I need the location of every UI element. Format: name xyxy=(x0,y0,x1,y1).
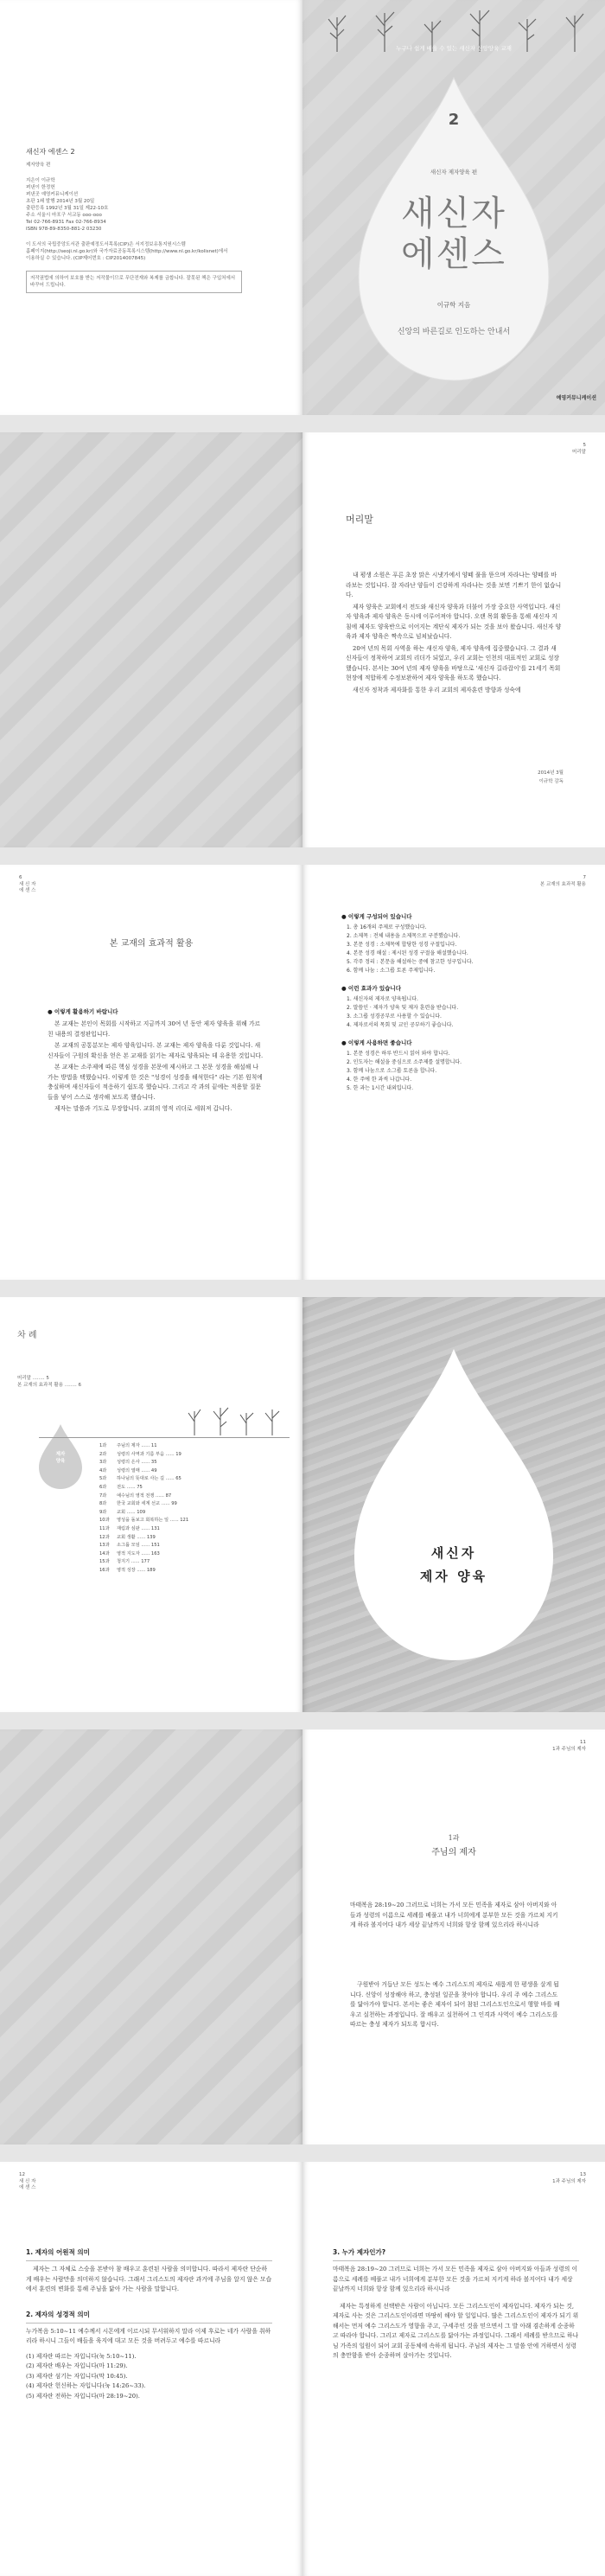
part-title-line1: 새신자 xyxy=(430,1545,477,1561)
lesson-number: 1과 xyxy=(448,1834,460,1842)
info-line: 펴낸곳 예영커뮤니케이션 xyxy=(26,192,79,197)
toc-entry-number: 6과 xyxy=(99,1484,107,1490)
preface-signature: 이규학 감독 xyxy=(538,779,564,784)
decorative-page xyxy=(0,432,302,847)
toc-part-label: 제자 양육 xyxy=(55,1452,66,1464)
book-subtitle: 제자양육 편 xyxy=(26,163,51,168)
cover-author: 이규학 지음 xyxy=(436,301,471,309)
info-line: 펴낸이 한정헌 xyxy=(26,185,55,190)
copyright-page xyxy=(0,0,302,415)
toc-entry-number: 5과 xyxy=(99,1476,107,1482)
effects-item: 1. 새신자의 제자로 양육됩니다. xyxy=(347,996,418,1002)
page-number: 13 xyxy=(580,2172,586,2177)
page-number: 7 xyxy=(583,875,586,880)
toc-entry-number: 1과 xyxy=(99,1443,107,1448)
series-tag: 새신자 제자양육 편 xyxy=(430,169,478,176)
spread-2 xyxy=(0,432,605,847)
info-line: 주소 서울시 마포구 서교동 ooo-ooo xyxy=(26,213,102,218)
toc-entry[interactable] xyxy=(99,1467,290,1476)
structure-item: 5. 각주 정리 : 본문을 해설하는 중에 참고한 성구입니다. xyxy=(347,959,474,965)
page-number: 6 xyxy=(19,875,22,880)
howto-item: 4. 한 주에 한 과씩 나갑니다. xyxy=(347,1077,412,1083)
structure-item: 1. 총 16개의 주제로 구성했습니다. xyxy=(347,924,427,930)
notice-line: 이용하실 수 있습니다. (CIP제어번호 : CIP2014007845) xyxy=(26,256,146,261)
toc-entry-number: 12과 xyxy=(99,1534,110,1540)
section-paragraph: 제자는 특정하게 선택받은 사람이 아닙니다. 모든 그리스도인이 제자입니다. 제자가 되는 것, 제자로 사는 것은 그리스도인이라면 마땅히 해야 할 일입니다. 많은 그리스도인이 제자가 되기 위해서는 먼저 예수 그리스도가 영향을 주고, 구세주인 것을 믿으면서 그 발 아래 겸손하게 순종하고 따라야 합니다. 그리고 제자로 그리스도를 닮아가는 과정입니다. 그래서 세례를 받으므로 하나님 가족의 일원이 되어 교회 공동체에 속하게 됩니다. 주님의 제자는 그 말씀 안에 거하면서 성령의 충만함을 받아 순종하며 살아가는 것입니다. xyxy=(333,2302,579,2359)
toc-entry[interactable] xyxy=(99,1475,290,1484)
howto-item: 2. 인도자는 해설을 중심으로 소주제를 설명합니다. xyxy=(347,1059,462,1065)
toc-entry-title: 성령의 은사 ...... 35 xyxy=(117,1460,157,1466)
decorative-page xyxy=(0,1729,302,2145)
list-item: (2) 제자란 배우는 자입니다(마 11:29). xyxy=(26,2362,128,2369)
running-head: 1과 주님의 제자 xyxy=(552,1747,586,1752)
copyright-box xyxy=(26,271,242,293)
structure-list xyxy=(347,924,566,975)
list-item: (1) 제자란 따르는 자입니다(눅 5:10~11). xyxy=(26,2352,137,2360)
spread-6 xyxy=(0,2162,605,2576)
part-title-page xyxy=(302,1297,605,1712)
section-heading: 2. 제자의 성경적 의미 xyxy=(26,2310,90,2318)
preface-heading: 머리말 xyxy=(346,514,373,525)
preface-paragraph: 새신자 정착과 제자화를 통한 우리 교회의 제자훈련 방향과 성숙에 xyxy=(353,686,521,694)
preface-date: 2014년 3월 xyxy=(538,770,564,776)
water-drop-icon xyxy=(302,1297,605,1712)
publication-info xyxy=(26,177,285,233)
toc-entry[interactable] xyxy=(99,1534,290,1543)
howto-subheading: ● 이렇게 사용하면 좋습니다 xyxy=(341,1039,412,1046)
toc-entry-number: 8과 xyxy=(99,1501,107,1507)
toc-entry[interactable] xyxy=(99,1459,290,1467)
info-line: 지은이 이규학 xyxy=(26,178,55,183)
toc-entry-title: 소그룹 모임 ...... 151 xyxy=(117,1543,160,1549)
info-line: 출판등록 1992년 3월 31일 제22-10호 xyxy=(26,206,109,211)
structure-item: 4. 본문 성경 해설 : 제시된 성경 구절을 해설했습니다. xyxy=(347,950,468,956)
lesson-title: 주님의 제자 xyxy=(431,1848,476,1857)
toc-entry-title: 영성을 돌보고 회복하는 일 ...... 121 xyxy=(117,1518,189,1524)
page-number: 11 xyxy=(580,1740,586,1745)
spread-5 xyxy=(0,1729,605,2145)
usage-page-right xyxy=(302,865,605,1280)
toc-entry[interactable] xyxy=(99,1442,290,1451)
publisher-logo: 예영커뮤니케이션 xyxy=(556,395,596,401)
book-title: 새신자 에센스 2 xyxy=(26,148,75,156)
running-head: 본 교재의 효과적 활용 xyxy=(539,882,586,887)
running-head: 새 신 자 에 센 스 xyxy=(19,2179,36,2190)
toc-entry-number: 3과 xyxy=(99,1460,107,1466)
toc-entry[interactable] xyxy=(99,1493,290,1501)
preface-paragraph: 내 평생 소원은 푸른 초장 맑은 시냇가에서 양떼 풀을 뜯으며 자라나는 양떼를 바라보는 것입니다. 잘 자라난 양들이 건강하게 자라나는 것을 보면 기쁘기 한이 없습니다. xyxy=(346,572,562,598)
list-item: (4) 제자란 헌신하는 자입니다(눅 14:26~33). xyxy=(26,2382,146,2389)
toc-entry-number: 7과 xyxy=(99,1493,107,1499)
toc-entry-title: 교회 ...... 109 xyxy=(117,1509,146,1515)
toc-entry-title: 예수님의 영적 전쟁 ...... 87 xyxy=(117,1493,172,1499)
toc-entry[interactable] xyxy=(99,1525,290,1534)
spread-1 xyxy=(0,0,605,415)
toc-entry[interactable] xyxy=(99,1484,290,1493)
toc-entry-title: 영적 성장 ...... 189 xyxy=(117,1567,156,1573)
page-number: 5 xyxy=(583,443,586,448)
preface-paragraph: 제자 양육은 교회에서 전도와 새신자 양육과 더불어 가장 중요한 사역입니다. 새신자 양육과 제자 양육은 동시에 이루어져야 합니다. 오랜 목회 활동을 통해 새신자 지침에 제자도 양육반으로 이어지는 계단식 제자가 되는 것을 보아 왔습니다. 새신자 양육과 제자 양육은 짝속으로 넘쳐났습니다. xyxy=(346,603,562,640)
toc-entry-title: 한국 교회와 세계 선교 ...... 99 xyxy=(117,1501,177,1507)
howto-item: 3. 함께 나눔으로 소그룹 토론을 합니다. xyxy=(347,1068,437,1074)
toc-entry-number: 2과 xyxy=(99,1451,107,1457)
effects-item: 3. 소그룹 성경공부로 사용할 수 있습니다. xyxy=(347,1013,442,1020)
disciple-meaning-list xyxy=(26,2352,272,2402)
preface-page xyxy=(302,432,605,847)
cover-title-line2: 에센스 xyxy=(401,234,506,274)
section-paragraph: 제자는 그 자체로 스승을 본받아 참 배우고 훈련된 사람을 의미합니다. 따라서 제자란 단순하게 배우는 사람만을 의미하지 않습니다. 그래서 그리스도의 제자란 과거에 주님을 알지 않은 모습에서 훈련의 변화를 통해 주님을 닮아 가는 사람을 말합니다. xyxy=(26,2266,272,2292)
usage-heading: 본 교재의 효과적 활용 xyxy=(109,939,194,949)
section-rule xyxy=(26,2323,272,2324)
lesson-scripture: 마태복음 28:19~20 그러므로 너희는 가서 모든 민족을 제자로 삼아 아버지와 아들과 성령의 이름으로 세례를 베풀고 내가 너희에게 분부한 모든 것을 가르쳐 지키게 하라 볼지어다 내가 세상 끝날까지 너희와 항상 함께 있으리라 하시니라 xyxy=(350,1902,558,1928)
toc-list xyxy=(99,1442,290,1576)
toc-entry-title: 주님의 제자 ...... 11 xyxy=(117,1443,157,1448)
howto-item: 1. 본문 성경은 하루 반드시 읽어 와야 합니다. xyxy=(347,1051,450,1057)
info-line: Tel 02-766-8931 Fax 02-766-8934 xyxy=(26,220,106,225)
toc-front-item: 본 교재의 효과적 활용 ........ 6 xyxy=(17,1383,82,1388)
toc-entry-number: 11과 xyxy=(99,1525,110,1531)
running-head: 1과 주님의 제자 xyxy=(552,2179,586,2184)
effects-item: 4. 제자로서의 목회 및 교인 공부하기 좋습니다. xyxy=(347,1022,454,1028)
toc-entry[interactable] xyxy=(99,1451,290,1460)
toc-entry-number: 9과 xyxy=(99,1509,107,1515)
toc-entry[interactable] xyxy=(99,1550,290,1559)
howto-item: 5. 한 과는 1시간 내외입니다. xyxy=(347,1085,414,1091)
howto-list xyxy=(347,1050,566,1093)
list-item: (5) 제자란 전하는 자입니다(마 28:19~20). xyxy=(26,2392,140,2400)
usage-paragraph: 본 교재는 소주제에 따른 핵심 성경을 본문에 제시하고 그 본문 성경을 해설해 나가는 방법을 택했습니다. 이렇게 한 것은 "성경이 성경을 해석한다" 라는 기본 원칙에 충실하며 새신자들이 적응하기 쉽도록 했습니다. 그리고 각 과의 끝에는 적용할 질문들을 넣어 스스로 생각해 보도록 했습니다. xyxy=(48,1064,263,1101)
toc-entry-title: 성령의 열매 ...... 49 xyxy=(117,1467,157,1473)
list-item: (3) 제자란 섬기는 자입니다(막 10:45). xyxy=(26,2372,128,2380)
usage-paragraph: 본 교재의 공통분모는 제자 양육입니다. 본 교재는 제자 양육을 다룬 것입니다. 새신자들이 구원의 확신을 얻은 본 교재를 읽기는 제자로 양육되는 데 유용한 것입니다. xyxy=(48,1042,264,1059)
toc-entry[interactable] xyxy=(99,1509,290,1518)
running-head: 머리말 xyxy=(572,450,586,455)
preface-body xyxy=(346,571,562,697)
tree-silhouettes-icon xyxy=(182,1403,294,1437)
section-rule xyxy=(333,2260,579,2261)
volume-number: 2 xyxy=(448,111,460,129)
copyright-text: 저작권법에 의하여 보호를 받는 저작물이므로 무단전재와 복제를 금합니다. 잘못된 책은 구입처에서 바꾸어 드립니다. xyxy=(30,276,236,288)
toc-entry-number: 14과 xyxy=(99,1550,110,1556)
toc-front-items xyxy=(17,1375,81,1389)
toc-front-item: 머리말 ........ 5 xyxy=(17,1376,49,1381)
section-heading: 3. 누가 제자인가? xyxy=(333,2248,386,2256)
toc-entry[interactable] xyxy=(99,1542,290,1550)
toc-entry-number: 13과 xyxy=(99,1543,110,1549)
toc-entry-title: 재림과 심판 ...... 131 xyxy=(117,1525,160,1531)
toc-divider xyxy=(39,1437,290,1438)
toc-page xyxy=(0,1297,302,1712)
lesson-1-page-12 xyxy=(0,2162,302,2576)
section-scripture: 마태복음 28:19~20 그러므로 너희는 가서 모든 민족을 제자로 삼아 아버지와 아들과 성령의 이름으로 세례를 베풀고 내가 너희에게 분부한 모든 것을 가르쳐 지키게 하라 볼지어다 내가 세상 끝날까지 너희와 항상 함께 있으리라 하시니라 xyxy=(333,2266,578,2292)
cover-slogan: 신앙의 바른길로 인도하는 안내서 xyxy=(397,328,511,336)
toc-entry[interactable] xyxy=(99,1517,290,1525)
effects-list xyxy=(347,995,566,1030)
cover-title-line1: 새신자 xyxy=(401,194,506,233)
toc-entry-title: 성령의 사역과 기름 부음 ...... 19 xyxy=(117,1451,182,1457)
notice-line: 이 도서의 국립중앙도서관 출판예정도서목록(CIP)은 서지정보유통지원시스템 xyxy=(26,242,186,247)
toc-heading: 차 례 xyxy=(17,1331,37,1340)
running-head: 새 신 자 에 센 스 xyxy=(19,882,36,893)
preface-paragraph: 20여 년의 목회 사역을 하는 새신자 양육, 제자 양육에 집중했습니다. 그 결과 새신자들이 정착하여 교회의 리더가 되었고, 우리 교회는 인천의 대표적인 교회로 성장했습니다. 본서는 30여 년의 제자 양육을 바탕으로 '새신자 길라잡이'를 21세기 목회 현장에 적합하게 수정보완하여 제자 양육을 하도록 했습니다. xyxy=(346,644,561,681)
toc-entry-number: 15과 xyxy=(99,1559,110,1565)
toc-entry-title: 영적 지도자 ...... 163 xyxy=(117,1550,160,1556)
part-title-line2: 제자 양육 xyxy=(419,1569,488,1584)
notice-line: 홈페이지(http://seoji.nl.go.kr)와 국가자료공동목록시스템(http://www.nl.go.kr/kolisnet)에서 xyxy=(26,249,228,254)
info-line: ISBN 978-89-8350-881-2 03230 xyxy=(26,227,102,232)
toc-entry-number: 10과 xyxy=(99,1518,110,1524)
toc-entry-number: 4과 xyxy=(99,1467,107,1473)
toc-entry-title: 청지기 ...... 177 xyxy=(117,1559,150,1565)
structure-item: 3. 본문 성경 : 소제목에 합당한 성경 구절입니다. xyxy=(347,942,457,948)
toc-entry[interactable] xyxy=(99,1558,290,1567)
effects-item: 2. 말씀인 · 제자가 양육 및 제자 훈련을 받습니다. xyxy=(347,1005,459,1011)
usage-paragraph: 제자는 말씀과 기도로 무장합니다. 교회의 영적 리더로 세워져 갑니다. xyxy=(54,1105,232,1112)
lesson-1-opening xyxy=(302,1729,605,2145)
section-rule xyxy=(26,2260,272,2261)
toc-entry-title: 하나님의 뜻대로 사는 길 ...... 65 xyxy=(117,1476,182,1482)
structure-subheading: ● 이렇게 구성되어 있습니다 xyxy=(341,913,412,920)
structure-item: 6. 함께 나눔 : 소그룹 토론 주제입니다. xyxy=(347,968,436,974)
toc-entry-number: 16과 xyxy=(99,1567,110,1573)
toc-entry-title: 전도 ...... 75 xyxy=(117,1484,143,1490)
toc-entry[interactable] xyxy=(99,1567,290,1576)
usage-subheading: ● 이렇게 활용하기 바랍니다 xyxy=(48,1008,118,1015)
toc-entry-title: 교회 생활 ...... 139 xyxy=(117,1534,156,1540)
info-line: 초판 1쇄 발행 2014년 3월 20일 xyxy=(26,199,95,204)
effects-subheading: ● 이런 효과가 있습니다 xyxy=(341,985,401,992)
cover-page xyxy=(302,0,605,415)
toc-entry[interactable] xyxy=(99,1500,290,1509)
cover-tagline: 누구나 쉽게 배울 수 있는 새신자 신앙양육 교재 xyxy=(396,45,512,52)
section-scripture: 누가복음 5:10~11 예수께서 시몬에게 이르시되 무서워하지 말라 이제 후로는 네가 사람을 취하리라 하시니 그들이 배들을 육지에 대고 모든 것을 버려두고 예수를 따르니라 xyxy=(26,2327,271,2344)
usage-paragraph: 본 교재는 본인이 목회를 시작하고 지금까지 30여 년 동안 제자 양육을 위해 가르친 내용의 결정판입니다. xyxy=(48,1020,261,1038)
spread-4 xyxy=(0,1297,605,1712)
structure-item: 2. 소제목 : 전체 내용을 소제목으로 구분했습니다. xyxy=(347,933,461,939)
page-number: 12 xyxy=(19,2172,25,2177)
section-heading: 1. 제자의 어원적 의미 xyxy=(26,2248,90,2256)
cip-notice xyxy=(26,241,285,262)
lesson-intro: 구원받아 거듭난 모든 성도는 예수 그리스도의 제자로 새롭게 한 평생을 살게 됩니다. 신앙이 성장해야 하고, 충성된 일꾼을 찾아야 합니다. 우리 주 예수 그리스도를 닮아가야 합니다. 본서는 좋은 제자이 되어 참된 그리스도인으로서 행할 바를 배우고 실천하는 과정입니다. 잘 배우고 실천하여 그 인격과 사역이 예수 그리스도를 따르는 충성 제자가 되도록 합시다. xyxy=(350,1981,560,2028)
usage-page-left xyxy=(0,865,302,1280)
spread-3 xyxy=(0,865,605,1280)
lesson-1-page-13 xyxy=(302,2162,605,2576)
